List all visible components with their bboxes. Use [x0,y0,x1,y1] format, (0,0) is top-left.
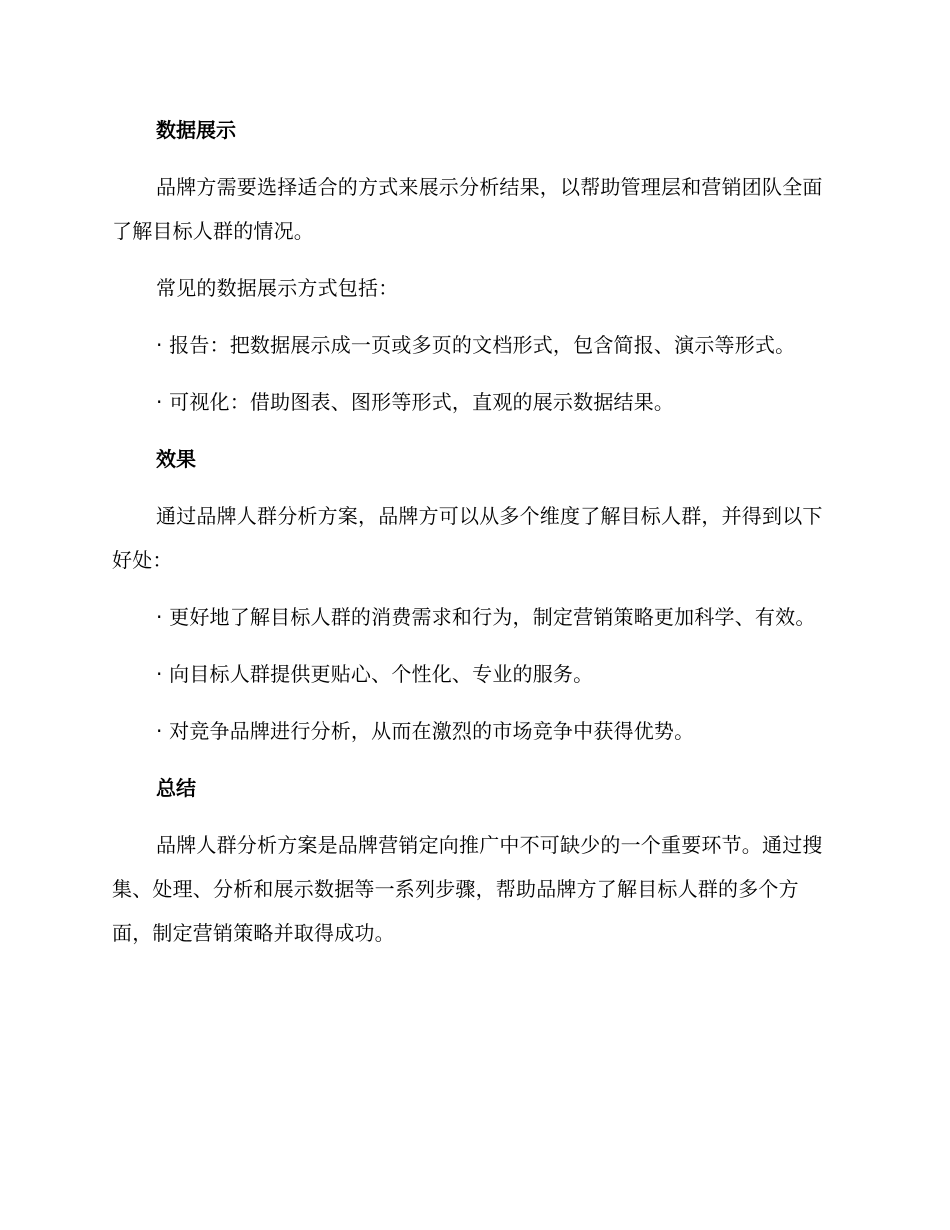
list-item: · 报告：把数据展示成一页或多页的文档形式，包含简报、演示等形式。 [156,333,796,357]
paragraph: 通过品牌人群分析方案，品牌方可以从多个维度了解目标人群，并得到以下好处： [112,504,823,572]
paragraph: 品牌方需要选择适合的方式来展示分析结果，以帮助管理层和营销团队全面了解目标人群的情况。 [112,175,823,243]
document-page [112,108,832,968]
section-heading-effect: 效果 [156,447,196,471]
paragraph: 品牌人群分析方案是品牌营销定向推广中不可缺少的一个重要环节。通过搜集、处理、分析和展示数据等一系列步骤，帮助品牌方了解目标人群的多个方面，制定营销策略并取得成功。 [112,833,823,945]
section-heading-data-display: 数据展示 [156,118,236,142]
paragraph: 常见的数据展示方式包括： [156,276,399,300]
section-heading-summary: 总结 [156,776,196,800]
list-item: · 可视化：借助图表、图形等形式，直观的展示数据结果。 [156,390,675,414]
list-item: · 更好地了解目标人群的消费需求和行为，制定营销策略更加科学、有效。 [156,605,816,629]
list-item: · 向目标人群提供更贴心、个性化、专业的服务。 [156,662,594,686]
list-item: · 对竞争品牌进行分析，从而在激烈的市场竞争中获得优势。 [156,719,695,743]
